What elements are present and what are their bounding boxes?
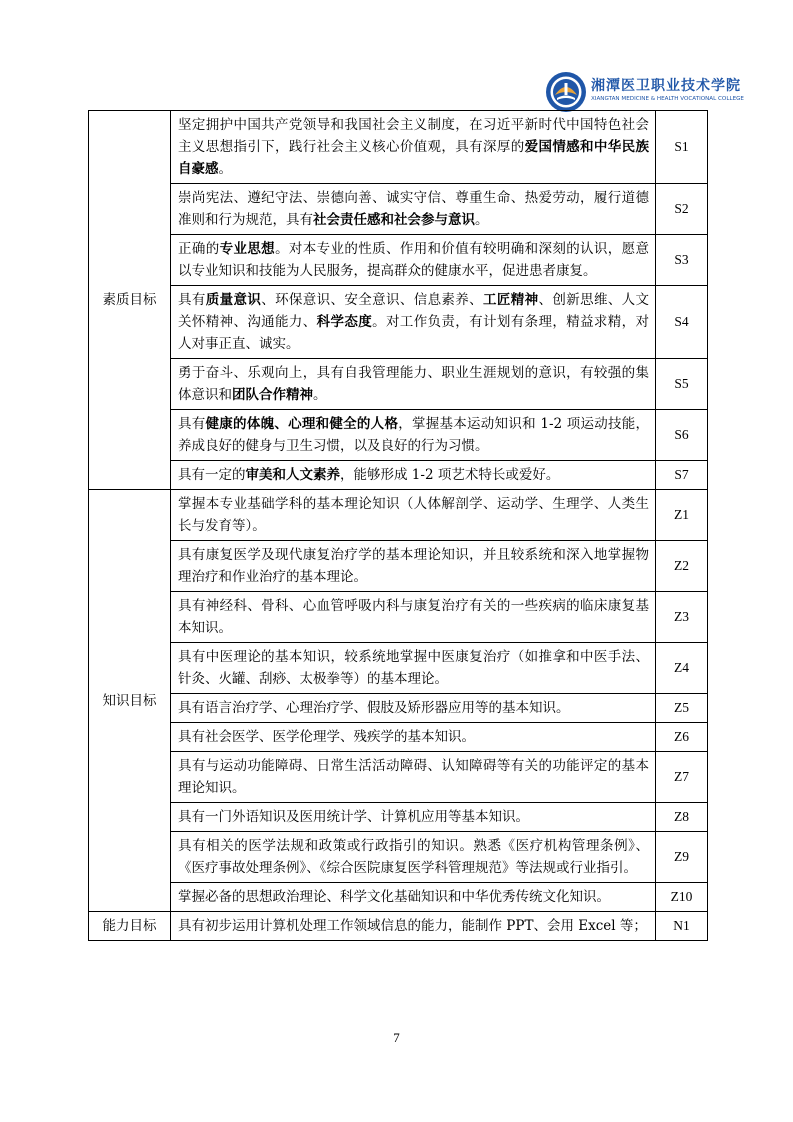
goal-description	[171, 592, 656, 643]
goal-code: Z8	[656, 803, 708, 832]
description-text: 坚定拥护中国共产党领导和我国社会主义制度，在习近平新时代中国特色社会主义思想指引下，践行社会主义核心价值观，具有深厚的	[178, 117, 649, 155]
description-text: 具有康复医学及现代康复治疗学的基本理论知识，并且较系统和深入地掌握物理治疗和作业治疗的基本理论。	[178, 547, 649, 585]
goal-row-s1	[89, 111, 708, 184]
college-emblem-icon	[545, 71, 587, 113]
emphasis-text: 科学态度	[316, 314, 373, 330]
goal-code: N1	[656, 912, 708, 941]
category-cell: 素质目标	[89, 111, 171, 490]
goal-description	[171, 111, 656, 184]
description-text: 、创新思维、人文关怀精神、沟通能力、	[178, 292, 650, 330]
description-text: 崇尚宪法、遵纪守法、崇德向善、诚实守信、尊重生命、热爱劳动，履行道德准则和行为规范，具有	[178, 190, 649, 228]
description-text: 、环保意识、安全意识、信息素养、	[261, 292, 484, 308]
goal-code: Z2	[656, 541, 708, 592]
goal-description	[171, 912, 656, 941]
college-english-name: XIANGTAN MEDICINE & HEALTH VOCATIONAL COLLEGE	[591, 96, 744, 102]
emphasis-text: 质量意识	[205, 292, 262, 308]
description-text: 。对工作负责，有计划有条理，精益求精，对人对事正直、诚实。	[178, 314, 650, 352]
description-text: 具有神经科、骨科、心血管呼吸内科与康复治疗有关的一些疾病的临床康复基本知识。	[178, 598, 649, 636]
description-text: ，能够形成 1-2 项艺术特长或爱好。	[340, 467, 560, 483]
college-name: 湘潭医卫职业技术学院	[591, 78, 741, 94]
goal-code: S4	[656, 286, 708, 359]
goal-row-z2	[89, 541, 708, 592]
category-cell: 能力目标	[89, 912, 171, 941]
goal-description	[171, 359, 656, 410]
category-cell: 知识目标	[89, 490, 171, 912]
goal-row-z3	[89, 592, 708, 643]
college-logo	[545, 70, 744, 114]
description-text: 。对本专业的性质、作用和价值有较明确和深刻的认识，愿意以专业知识和技能为人民服务，提高群众的健康水平，促进患者康复。	[178, 241, 650, 279]
description-text: 具有中医理论的基本知识，较系统地掌握中医康复治疗（如推拿和中医手法、针灸、火罐、刮痧、太极拳等）的基本理论。	[178, 649, 649, 687]
goal-row-z10	[89, 883, 708, 912]
description-text: 具有一定的	[178, 467, 246, 483]
goal-description	[171, 803, 656, 832]
goal-description	[171, 184, 656, 235]
description-text: 具有初步运用计算机处理工作领域信息的能力，能制作 PPT、会用 Excel 等；	[178, 918, 647, 934]
description-text: 正确的	[178, 241, 220, 257]
goal-description	[171, 410, 656, 461]
description-text: 勇于奋斗、乐观向上，具有自我管理能力、职业生涯规划的意识，有较强的集体意识和	[178, 365, 649, 403]
goal-description	[171, 286, 656, 359]
goal-description	[171, 461, 656, 490]
goal-row-z6	[89, 723, 708, 752]
goal-row-n1	[89, 912, 708, 941]
goal-code: S3	[656, 235, 708, 286]
description-text: 具有	[178, 416, 206, 432]
goal-row-s2	[89, 184, 708, 235]
goal-row-s7	[89, 461, 708, 490]
goal-code: Z5	[656, 694, 708, 723]
goal-row-s5	[89, 359, 708, 410]
description-text: ，掌握基本运动知识和 1-2 项运动技能，养成良好的健身与卫生习惯，以及良好的行为习惯。	[178, 416, 650, 454]
goal-description	[171, 883, 656, 912]
description-text: 。	[313, 387, 327, 403]
description-text: 具有	[178, 292, 206, 308]
goal-code: S7	[656, 461, 708, 490]
description-text: 具有语言治疗学、心理治疗学、假肢及矫形器应用等的基本知识。	[178, 700, 570, 716]
goal-description	[171, 752, 656, 803]
goal-description	[171, 694, 656, 723]
goal-row-z5	[89, 694, 708, 723]
goal-row-s4	[89, 286, 708, 359]
goal-description	[171, 643, 656, 694]
goal-row-s6	[89, 410, 708, 461]
description-text: 具有一门外语知识及医用统计学、计算机应用等基本知识。	[178, 809, 529, 825]
goal-code: S6	[656, 410, 708, 461]
goal-code: Z1	[656, 490, 708, 541]
goal-code: S2	[656, 184, 708, 235]
goal-code: Z9	[656, 832, 708, 883]
goal-row-z7	[89, 752, 708, 803]
emphasis-text: 爱国情感和中华民族自豪感	[178, 139, 650, 177]
description-text: 。	[475, 212, 489, 228]
goal-description	[171, 235, 656, 286]
description-text: 。	[218, 161, 232, 177]
goal-description	[171, 490, 656, 541]
goal-row-z1	[89, 490, 708, 541]
emphasis-text: 审美和人文素养	[245, 467, 340, 483]
goal-description	[171, 832, 656, 883]
emphasis-text: 社会责任感和社会参与意识	[313, 212, 475, 228]
goals-table-body	[89, 111, 708, 941]
description-text: 掌握必备的思想政治理论、科学文化基础知识和中华优秀传统文化知识。	[178, 889, 610, 905]
description-text: 掌握本专业基础学科的基本理论知识（人体解剖学、运动学、生理学、人类生长与发育等）。	[178, 496, 649, 534]
goal-code: Z4	[656, 643, 708, 694]
goal-code: Z10	[656, 883, 708, 912]
goal-row-z9	[89, 832, 708, 883]
emphasis-text: 团队合作精神	[232, 387, 313, 403]
goal-description	[171, 541, 656, 592]
emphasis-text: 专业思想	[219, 241, 276, 257]
emphasis-text: 健康的体魄、心理和健全的人格	[205, 416, 399, 432]
goal-code: Z7	[656, 752, 708, 803]
goal-row-s3	[89, 235, 708, 286]
goal-code: S1	[656, 111, 708, 184]
goal-row-z8	[89, 803, 708, 832]
goal-code: Z6	[656, 723, 708, 752]
emphasis-text: 工匠精神	[483, 292, 539, 308]
training-goals-table	[88, 110, 708, 941]
goal-description	[171, 723, 656, 752]
description-text: 具有相关的医学法规和政策或行政指引的知识。熟悉《医疗机构管理条例》、《医疗事故处理条例》、《综合医院康复医学科管理规范》等法规或行业指引。	[178, 838, 649, 876]
goal-code: Z3	[656, 592, 708, 643]
goal-row-z4	[89, 643, 708, 694]
goal-code: S5	[656, 359, 708, 410]
description-text: 具有社会医学、医学伦理学、残疾学的基本知识。	[178, 729, 475, 745]
page-number: 7	[393, 1030, 400, 1045]
description-text: 具有与运动功能障碍、日常生活活动障碍、认知障碍等有关的功能评定的基本理论知识。	[178, 758, 649, 796]
